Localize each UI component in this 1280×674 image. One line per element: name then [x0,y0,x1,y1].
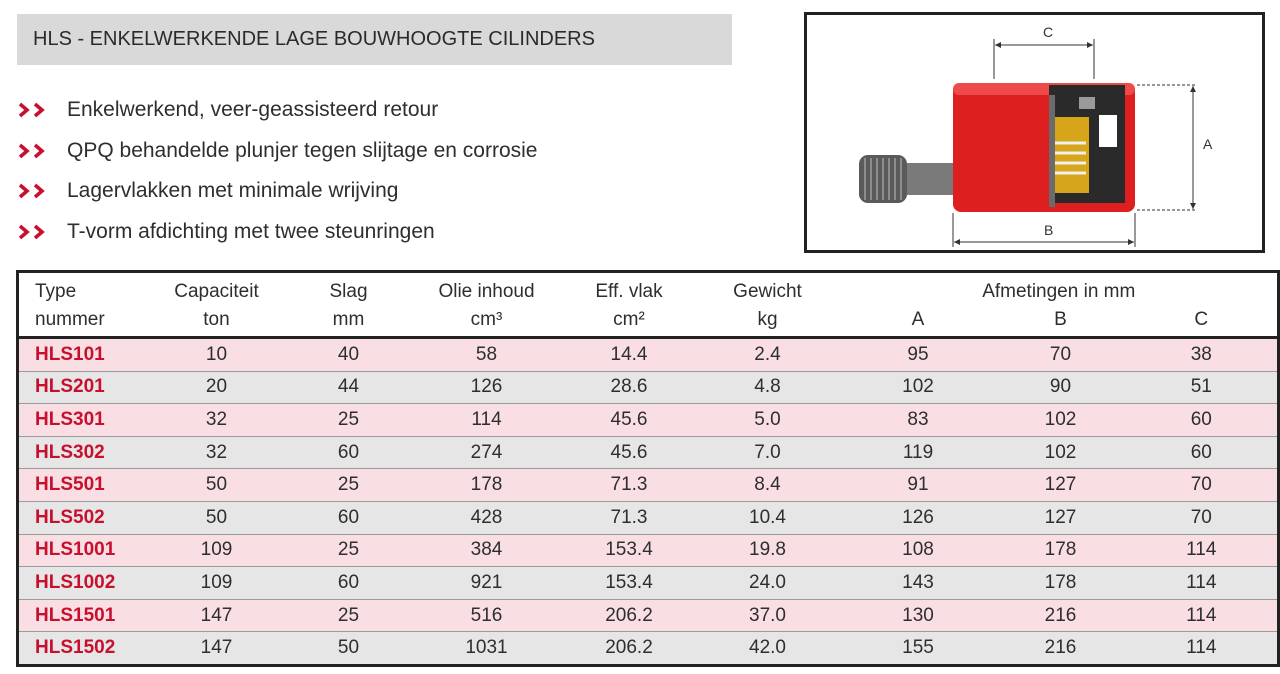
cell-dim-b: 216 [1044,604,1077,626]
header-weight: Gewicht [733,281,802,302]
header-capacity-unit: ton [146,303,288,338]
cell-type: HLS302 [35,441,105,463]
table-row [18,338,1279,372]
cylinder-diagram [804,12,1265,253]
cell-dim-a: 119 [902,441,934,463]
cell-dim-c: 60 [1190,441,1212,463]
cell-stroke: 40 [337,343,360,365]
cell-oil: 274 [470,441,503,463]
cell-oil: 58 [475,343,498,365]
dimension-label-a: A [1203,136,1213,152]
cell-stroke: 25 [337,474,360,496]
cell-dim-b: 127 [1044,506,1077,528]
cell-dim-c: 70 [1190,506,1212,528]
header-capacity: Capaciteit [174,281,259,302]
cell-dim-a: 126 [902,506,934,528]
header-dim-c: C [1126,303,1279,338]
cell-dim-c: 114 [1186,539,1217,561]
table-row [18,501,1279,534]
cell-area: 28.6 [610,376,648,398]
header-type-unit: nummer [18,303,146,338]
table-row [18,371,1279,404]
cell-type: HLS1502 [35,637,116,659]
cell-type: HLS502 [35,506,105,528]
table-row [18,567,1279,600]
header-area-unit: cm² [564,303,695,338]
page-title: HLS - ENKELWERKENDE LAGE BOUWHOOGTE CILINDERS [17,14,732,65]
cell-dim-a: 108 [902,539,934,561]
cell-capacity: 20 [205,376,228,398]
cell-oil: 1031 [465,637,508,659]
cell-type: HLS501 [35,474,105,496]
cell-capacity: 32 [205,441,228,463]
cell-dim-b: 178 [1044,539,1077,561]
cell-weight: 2.4 [754,343,781,365]
feature-item [18,90,537,131]
cell-dim-a: 155 [902,637,934,659]
spec-table-body [18,338,1279,666]
feature-item [18,171,537,212]
cell-dim-c: 70 [1190,474,1212,496]
cell-area: 45.6 [610,408,648,430]
cell-capacity: 10 [205,343,228,365]
cell-dim-b: 102 [1044,441,1077,463]
cell-capacity: 109 [200,571,233,593]
cell-weight: 24.0 [749,571,786,593]
cell-stroke: 50 [337,637,360,659]
cell-stroke: 25 [337,604,360,626]
cell-area: 206.2 [605,604,653,626]
cell-weight: 7.0 [754,441,781,463]
cell-dim-a: 91 [907,474,929,496]
cell-area: 14.4 [610,343,648,365]
cell-dim-c: 38 [1190,343,1212,365]
cell-oil: 114 [471,408,502,430]
feature-text: Enkelwerkend, veer-geassisteerd retour [67,98,439,122]
cell-oil: 428 [470,506,503,528]
cell-dim-a: 143 [902,571,934,593]
feature-text: Lagervlakken met minimale wrijving [67,179,399,203]
cell-type: HLS1002 [35,571,116,593]
cell-area: 153.4 [605,571,653,593]
cell-dim-b: 90 [1049,376,1072,398]
cell-stroke: 44 [337,376,360,398]
cell-weight: 10.4 [749,506,786,528]
feature-item [18,212,537,253]
header-weight-unit: kg [695,303,841,338]
dimension-label-b: B [1044,222,1054,238]
table-row [18,632,1279,666]
cell-dim-b: 102 [1044,408,1077,430]
cell-stroke: 60 [337,506,360,528]
cell-capacity: 109 [200,539,233,561]
table-row [18,404,1279,437]
feature-list [18,90,537,252]
cell-oil: 126 [470,376,503,398]
feature-item [18,131,537,172]
cell-capacity: 147 [200,637,233,659]
table-row [18,469,1279,502]
cell-dim-c: 51 [1190,376,1212,398]
cell-capacity: 32 [205,408,228,430]
cell-oil: 384 [470,539,503,561]
header-area: Eff. vlak [595,281,663,302]
cell-weight: 19.8 [749,539,786,561]
cell-dim-a: 130 [902,604,934,626]
cell-dim-c: 60 [1190,408,1212,430]
cell-stroke: 25 [337,408,360,430]
cell-weight: 8.4 [754,474,781,496]
cell-weight: 4.8 [754,376,781,398]
cell-weight: 5.0 [754,408,781,430]
cell-dim-a: 83 [907,408,929,430]
cell-type: HLS301 [35,408,105,430]
cell-stroke: 60 [337,571,360,593]
cell-stroke: 25 [337,539,360,561]
cell-weight: 37.0 [749,604,786,626]
header-dim-a: A [841,303,996,338]
spec-table [16,270,1280,667]
double-chevron-right-icon [18,102,56,118]
cell-type: HLS1501 [35,604,116,626]
cell-dim-b: 216 [1044,637,1077,659]
cell-area: 71.3 [610,474,648,496]
cell-dim-b: 178 [1044,571,1077,593]
header-oil: Olie inhoud [438,281,535,302]
feature-text: T-vorm afdichting met twee steunringen [67,219,435,243]
double-chevron-right-icon [18,224,56,240]
cell-dim-b: 70 [1049,343,1072,365]
cell-type: HLS201 [35,376,105,398]
cell-stroke: 60 [337,441,360,463]
header-dim-b: B [996,303,1126,338]
cell-oil: 516 [470,604,503,626]
cell-oil: 178 [470,474,503,496]
table-row [18,534,1279,567]
header-dimensions: Afmetingen in mm [982,281,1136,302]
cell-type: HLS1001 [35,539,116,561]
header-type: Type [35,281,77,302]
double-chevron-right-icon [18,143,56,159]
cell-capacity: 50 [205,474,228,496]
cell-weight: 42.0 [749,637,786,659]
cell-capacity: 50 [205,506,228,528]
header-stroke-unit: mm [288,303,410,338]
cell-dim-a: 95 [907,343,929,365]
header-stroke: Slag [329,281,368,302]
double-chevron-right-icon [18,183,56,199]
cell-dim-a: 102 [902,376,934,398]
cell-area: 153.4 [605,539,653,561]
header-oil-unit: cm³ [410,303,564,338]
cell-dim-c: 114 [1186,571,1217,593]
cell-area: 206.2 [605,637,653,659]
cell-dim-c: 114 [1186,637,1217,659]
cylinder-drawing [807,15,1262,250]
cell-capacity: 147 [200,604,233,626]
cell-area: 45.6 [610,441,648,463]
feature-text: QPQ behandelde plunjer tegen slijtage en corrosie [67,138,538,162]
cell-area: 71.3 [610,506,648,528]
cell-oil: 921 [470,571,503,593]
cell-dim-c: 114 [1186,604,1217,626]
table-row [18,436,1279,469]
table-row [18,599,1279,632]
cell-dim-b: 127 [1044,474,1077,496]
cell-type: HLS101 [35,343,105,365]
dimension-label-c: C [1043,24,1054,40]
